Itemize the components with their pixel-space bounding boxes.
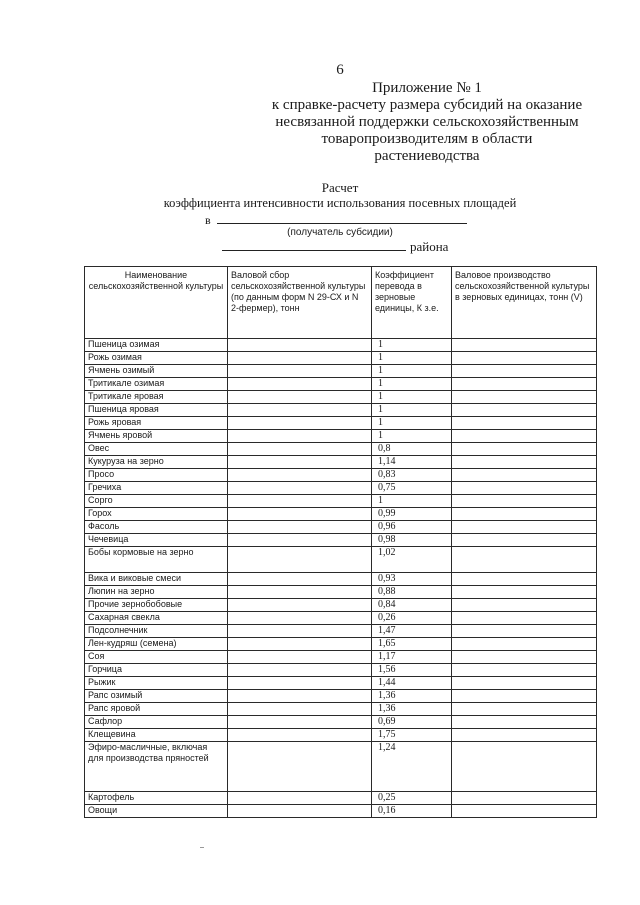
gross-harvest-cell (228, 625, 372, 638)
crop-name-cell: Фасоль (85, 521, 228, 534)
table-row (85, 508, 597, 521)
grain-units-cell (452, 417, 597, 430)
crop-name-cell: Эфиро-масличные, включая для производства пряностей (85, 742, 228, 792)
gross-harvest-cell (228, 430, 372, 443)
coefficient-cell: 0,99 (372, 508, 452, 521)
appendix-heading (262, 80, 592, 165)
grain-units-cell (452, 805, 597, 818)
grain-units-cell (452, 391, 597, 404)
recipient-blank (217, 212, 467, 224)
crop-name-cell: Лен-кудряш (семена) (85, 638, 228, 651)
gross-harvest-cell (228, 417, 372, 430)
district-blank (222, 238, 406, 251)
crop-name-cell: Сахарная свекла (85, 612, 228, 625)
gross-harvest-cell (228, 586, 372, 599)
gross-harvest-cell (228, 482, 372, 495)
gross-harvest-cell (228, 443, 372, 456)
subsidy-table (84, 266, 597, 818)
table-row (85, 677, 597, 690)
header-gross-harvest: Валовой сбор сельскохозяйственной культуры (по данным форм N 29-СХ и N 2-фермер), тонн (228, 267, 372, 339)
coefficient-cell: 1,14 (372, 456, 452, 469)
table-row (85, 716, 597, 729)
coefficient-cell: 0,8 (372, 443, 452, 456)
gross-harvest-cell (228, 651, 372, 664)
table-row (85, 729, 597, 742)
header-grain-units-production: Валовое производство сельскохозяйственной культуры в зерновых единицах, тонн (V) (452, 267, 597, 339)
coefficient-cell: 1 (372, 391, 452, 404)
coefficient-cell: 1 (372, 378, 452, 391)
gross-harvest-cell (228, 612, 372, 625)
crop-name-cell: Бобы кормовые на зерно (85, 547, 228, 573)
grain-units-cell (452, 508, 597, 521)
coefficient-cell: 1,56 (372, 664, 452, 677)
table-row (85, 638, 597, 651)
grain-units-cell (452, 482, 597, 495)
coefficient-cell: 1,02 (372, 547, 452, 573)
table-row (85, 391, 597, 404)
grain-units-cell (452, 716, 597, 729)
header-conversion-coefficient: Коэффициент перевода в зерновые единицы, К з.е. (372, 267, 452, 339)
gross-harvest-cell (228, 703, 372, 716)
gross-harvest-cell (228, 365, 372, 378)
table-row (85, 469, 597, 482)
crop-name-cell: Горчица (85, 664, 228, 677)
coefficient-cell: 1 (372, 365, 452, 378)
grain-units-cell (452, 365, 597, 378)
coefficient-cell: 1 (372, 339, 452, 352)
table-row (85, 352, 597, 365)
coefficient-cell: 1 (372, 430, 452, 443)
recipient-line (205, 212, 467, 228)
table-row (85, 339, 597, 352)
grain-units-cell (452, 339, 597, 352)
crop-name-cell: Картофель (85, 792, 228, 805)
grain-units-cell (452, 729, 597, 742)
grain-units-cell (452, 792, 597, 805)
table-row (85, 690, 597, 703)
table-row (85, 521, 597, 534)
crop-name-cell: Гречиха (85, 482, 228, 495)
appendix-line: товаропроизводителям в области (321, 131, 533, 147)
crop-name-cell: Овощи (85, 805, 228, 818)
crop-name-cell: Рапс яровой (85, 703, 228, 716)
appendix-line: к справке-расчету размера субсидий на оказание (271, 97, 583, 113)
grain-units-cell (452, 612, 597, 625)
grain-units-cell (452, 547, 597, 573)
table-row (85, 599, 597, 612)
coefficient-cell: 1,17 (372, 651, 452, 664)
crop-name-cell: Вика и виковые смеси (85, 573, 228, 586)
gross-harvest-cell (228, 742, 372, 792)
grain-units-cell (452, 651, 597, 664)
table-row (85, 482, 597, 495)
grain-units-cell (452, 625, 597, 638)
district-suffix: района (410, 239, 449, 254)
gross-harvest-cell (228, 378, 372, 391)
grain-units-cell (452, 404, 597, 417)
grain-units-cell (452, 742, 597, 792)
table-row (85, 586, 597, 599)
crop-name-cell: Прочие зернобобовые (85, 599, 228, 612)
table-body (85, 339, 597, 818)
gross-harvest-cell (228, 599, 372, 612)
gross-harvest-cell (228, 469, 372, 482)
grain-units-cell (452, 456, 597, 469)
recipient-caption: (получатель субсидии) (287, 227, 393, 238)
gross-harvest-cell (228, 638, 372, 651)
coefficient-cell: 0,16 (372, 805, 452, 818)
gross-harvest-cell (228, 664, 372, 677)
gross-harvest-cell (228, 352, 372, 365)
coefficient-cell: 0,93 (372, 573, 452, 586)
gross-harvest-cell (228, 547, 372, 573)
crop-name-cell: Рожь яровая (85, 417, 228, 430)
crop-name-cell: Чечевица (85, 534, 228, 547)
coefficient-cell: 1 (372, 352, 452, 365)
crop-name-cell: Сафлор (85, 716, 228, 729)
appendix-line: несвязанной поддержки сельскохозяйственным (275, 114, 579, 130)
table-row (85, 651, 597, 664)
gross-harvest-cell (228, 729, 372, 742)
coefficient-cell: 1,65 (372, 638, 452, 651)
crop-name-cell: Пшеница яровая (85, 404, 228, 417)
table-row (85, 417, 597, 430)
coefficient-cell: 1,24 (372, 742, 452, 792)
table-row (85, 792, 597, 805)
grain-units-cell (452, 352, 597, 365)
table-row (85, 573, 597, 586)
crop-name-cell: Пшеница озимая (85, 339, 228, 352)
table-row (85, 443, 597, 456)
coefficient-cell: 0,25 (372, 792, 452, 805)
district-line (222, 238, 448, 255)
gross-harvest-cell (228, 521, 372, 534)
coefficient-cell: 0,69 (372, 716, 452, 729)
crop-name-cell: Ячмень озимый (85, 365, 228, 378)
gross-harvest-cell (228, 508, 372, 521)
crop-name-cell: Рапс озимый (85, 690, 228, 703)
table-row (85, 378, 597, 391)
crop-name-cell: Тритикале яровая (85, 391, 228, 404)
crop-name-cell: Ячмень яровой (85, 430, 228, 443)
coefficient-cell: 1 (372, 495, 452, 508)
gross-harvest-cell (228, 391, 372, 404)
crop-name-cell: Соя (85, 651, 228, 664)
coefficient-cell: 0,75 (372, 482, 452, 495)
grain-units-cell (452, 703, 597, 716)
grain-units-cell (452, 586, 597, 599)
calc-title: Расчет (321, 180, 359, 195)
coefficient-cell: 1 (372, 404, 452, 417)
crop-name-cell: Просо (85, 469, 228, 482)
table-row (85, 430, 597, 443)
table-row (85, 365, 597, 378)
grain-units-cell (452, 495, 597, 508)
scan-mark (200, 847, 204, 848)
crop-name-cell: Клещевина (85, 729, 228, 742)
gross-harvest-cell (228, 534, 372, 547)
grain-units-cell (452, 443, 597, 456)
coefficient-cell: 0,88 (372, 586, 452, 599)
gross-harvest-cell (228, 456, 372, 469)
grain-units-cell (452, 599, 597, 612)
appendix-line: растениеводства (374, 148, 480, 164)
crop-name-cell: Рыжик (85, 677, 228, 690)
table-header-row (85, 267, 597, 339)
page-number: 6 (336, 62, 344, 78)
table-row (85, 805, 597, 818)
table-row (85, 404, 597, 417)
table-row (85, 534, 597, 547)
gross-harvest-cell (228, 339, 372, 352)
coefficient-cell: 0,26 (372, 612, 452, 625)
recipient-prefix: в (205, 213, 211, 227)
grain-units-cell (452, 638, 597, 651)
crop-name-cell: Сорго (85, 495, 228, 508)
coefficient-cell: 1,75 (372, 729, 452, 742)
coefficient-cell: 0,83 (372, 469, 452, 482)
grain-units-cell (452, 664, 597, 677)
grain-units-cell (452, 677, 597, 690)
gross-harvest-cell (228, 573, 372, 586)
appendix-line: Приложение № 1 (372, 80, 482, 96)
gross-harvest-cell (228, 495, 372, 508)
grain-units-cell (452, 690, 597, 703)
table-row (85, 703, 597, 716)
gross-harvest-cell (228, 690, 372, 703)
table-row (85, 625, 597, 638)
coefficient-cell: 1,44 (372, 677, 452, 690)
coefficient-cell: 1,36 (372, 703, 452, 716)
grain-units-cell (452, 378, 597, 391)
grain-units-cell (452, 534, 597, 547)
crop-name-cell: Кукуруза на зерно (85, 456, 228, 469)
crop-name-cell: Горох (85, 508, 228, 521)
table-row (85, 456, 597, 469)
grain-units-cell (452, 469, 597, 482)
gross-harvest-cell (228, 677, 372, 690)
crop-name-cell: Люпин на зерно (85, 586, 228, 599)
coefficient-cell: 0,84 (372, 599, 452, 612)
gross-harvest-cell (228, 805, 372, 818)
grain-units-cell (452, 521, 597, 534)
gross-harvest-cell (228, 716, 372, 729)
table-row (85, 742, 597, 792)
calc-subtitle: коэффициента интенсивности использования посевных площадей (163, 196, 517, 210)
table-row (85, 612, 597, 625)
crop-name-cell: Подсолнечник (85, 625, 228, 638)
grain-units-cell (452, 573, 597, 586)
header-crop-name: Наименование сельскохозяйственной культуры (85, 267, 228, 339)
coefficient-cell: 0,98 (372, 534, 452, 547)
gross-harvest-cell (228, 404, 372, 417)
coefficient-cell: 1,47 (372, 625, 452, 638)
coefficient-cell: 1 (372, 417, 452, 430)
crop-name-cell: Овес (85, 443, 228, 456)
grain-units-cell (452, 430, 597, 443)
coefficient-cell: 1,36 (372, 690, 452, 703)
table-row (85, 664, 597, 677)
table-row (85, 547, 597, 573)
table-row (85, 495, 597, 508)
coefficient-cell: 0,96 (372, 521, 452, 534)
gross-harvest-cell (228, 792, 372, 805)
crop-name-cell: Рожь озимая (85, 352, 228, 365)
crop-name-cell: Тритикале озимая (85, 378, 228, 391)
